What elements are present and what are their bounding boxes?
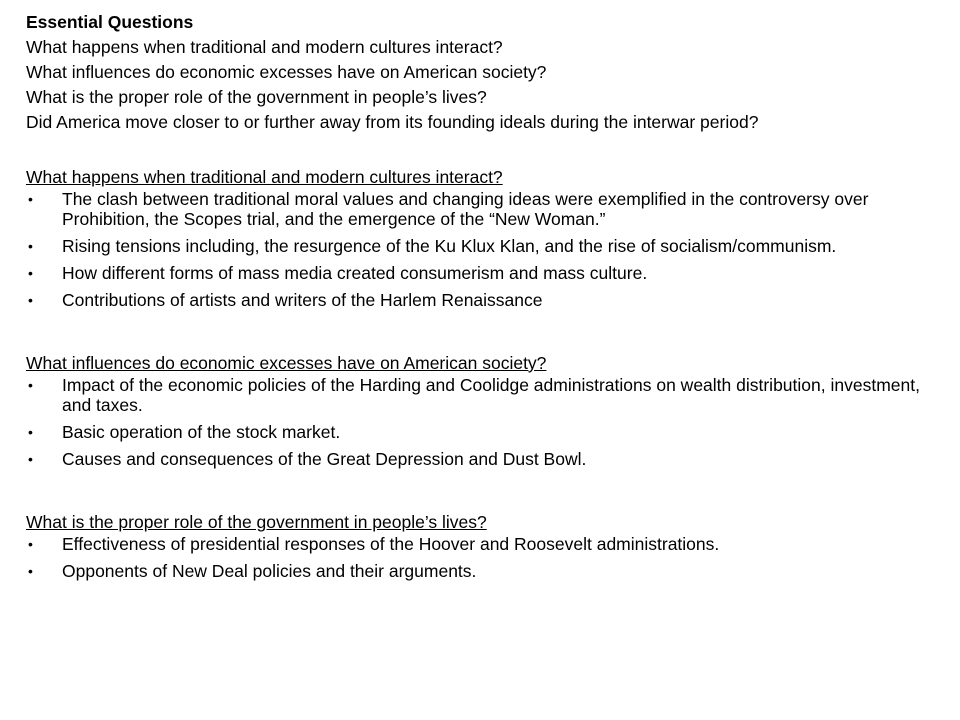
bullet-list (26, 375, 946, 469)
section-cultures (26, 166, 946, 310)
list-item-text: Opponents of New Deal policies and their arguments. (62, 561, 477, 581)
list-item (26, 449, 922, 469)
document-page (26, 10, 946, 588)
list-item (26, 534, 922, 554)
essential-questions-block (26, 10, 946, 135)
list-item (26, 290, 922, 310)
essential-question-1: What happens when traditional and modern cultures interact? (26, 37, 503, 57)
bullet-icon: • (28, 238, 33, 254)
bullet-icon: • (28, 191, 33, 207)
bullet-icon: • (28, 536, 33, 552)
list-item (26, 422, 922, 442)
bullet-icon: • (28, 265, 33, 281)
list-item (26, 561, 922, 581)
list-item-text: Basic operation of the stock market. (62, 422, 341, 442)
list-item-text: Effectiveness of presidential responses of the Hoover and Roosevelt administrations. (62, 534, 720, 554)
bullet-icon: • (28, 451, 33, 467)
list-item-text: Impact of the economic policies of the Harding and Coolidge administrations on wealth distribution, investment, and taxes. (62, 375, 920, 415)
bullet-list (26, 189, 946, 310)
bullet-icon: • (28, 424, 33, 440)
section-title: What happens when traditional and modern cultures interact? (26, 167, 503, 187)
essential-question-3: What is the proper role of the government in people’s lives? (26, 87, 487, 107)
bullet-icon: • (28, 292, 33, 308)
list-item-text: How different forms of mass media created consumerism and mass culture. (62, 263, 648, 283)
section-economic-excesses (26, 352, 946, 469)
bullet-list (26, 534, 946, 581)
bullet-icon: • (28, 563, 33, 579)
essential-question-4: Did America move closer to or further away from its founding ideals during the interwar period? (26, 112, 759, 132)
list-item (26, 375, 922, 415)
list-item (26, 236, 922, 256)
section-government-role (26, 511, 946, 581)
bullet-icon: • (28, 377, 33, 393)
list-item-text: The clash between traditional moral values and changing ideas were exemplified in the controversy over Prohibition, the Scopes trial, and the emergence of the “New Woman.” (62, 189, 869, 229)
essential-questions-heading: Essential Questions (26, 12, 194, 32)
list-item-text: Causes and consequences of the Great Depression and Dust Bowl. (62, 449, 587, 469)
list-item-text: Contributions of artists and writers of the Harlem Renaissance (62, 290, 543, 310)
section-title: What influences do economic excesses have on American society? (26, 353, 547, 373)
list-item-text: Rising tensions including, the resurgence of the Ku Klux Klan, and the rise of socialism/communism. (62, 236, 837, 256)
essential-question-2: What influences do economic excesses have on American society? (26, 62, 547, 82)
list-item (26, 263, 922, 283)
section-title: What is the proper role of the government in people’s lives? (26, 512, 487, 532)
list-item (26, 189, 922, 229)
